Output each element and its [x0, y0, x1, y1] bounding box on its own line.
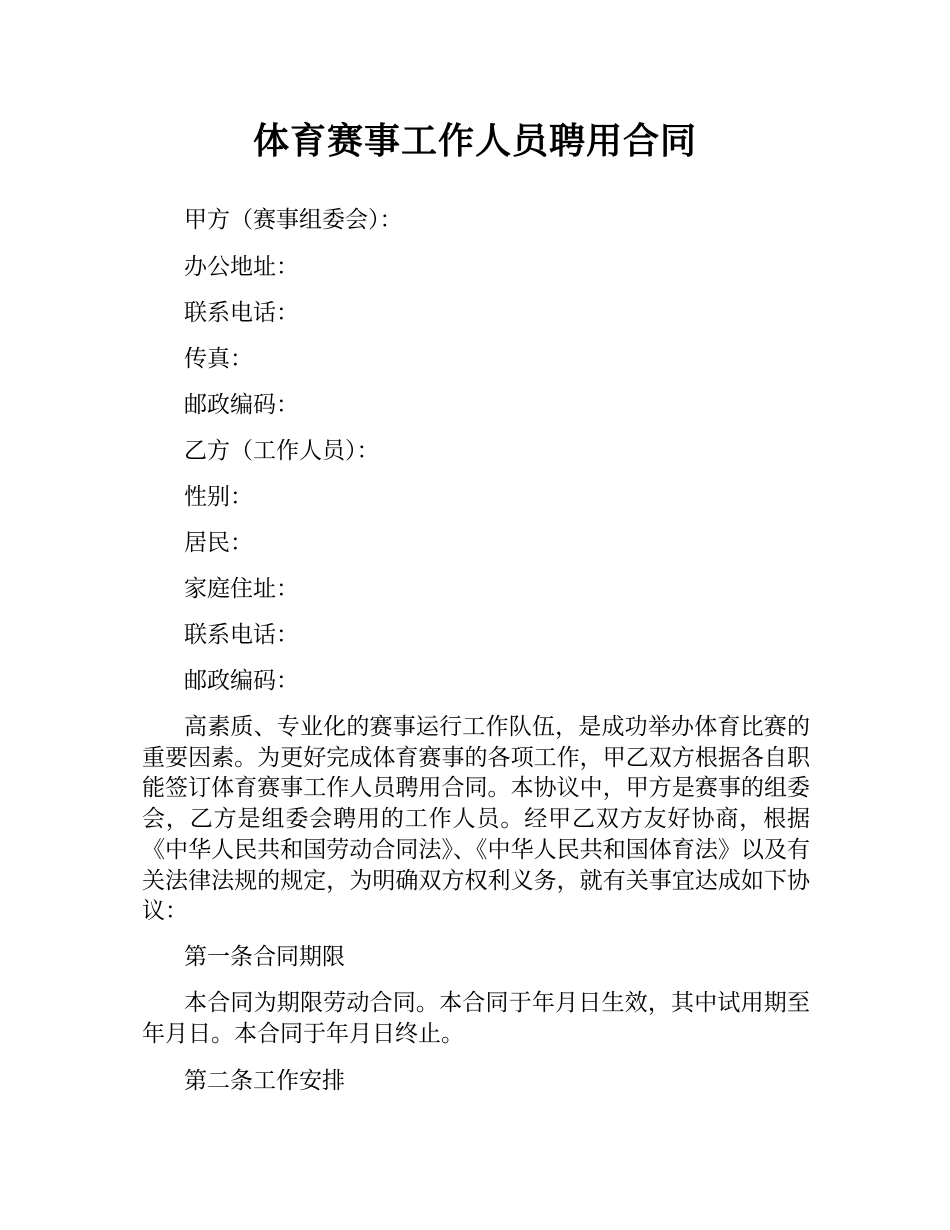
party-b-resident-field: 居民： — [184, 530, 253, 556]
party-b-gender-field: 性别： — [184, 484, 253, 510]
party-a-address-field: 办公地址： — [184, 254, 299, 280]
document-title: 体育赛事工作人员聘用合同 — [252, 121, 697, 162]
article-2-heading: 第二条工作安排 — [184, 1068, 345, 1094]
article-1-body: 本合同为期限劳动合同。本合同于年月日生效，其中试用期至年月日。本合同于年月日终止。 — [142, 990, 810, 1047]
party-b-phone-field: 联系电话： — [184, 622, 299, 648]
article-1-heading: 第一条合同期限 — [184, 944, 345, 970]
party-a-postcode-field: 邮政编码： — [184, 392, 299, 418]
party-b-home-address-field: 家庭住址： — [184, 576, 299, 602]
party-a-phone-field: 联系电话： — [184, 300, 299, 326]
intro-paragraph: 高素质、专业化的赛事运行工作队伍，是成功举办体育比赛的重要因素。为更好完成体育赛事的各项工作，甲乙双方根据各自职能签订体育赛事工作人员聘用合同。本协议中，甲方是赛事的组委会，乙方是组委会聘用的工作人员。经甲乙双方友好协商，根据《中华人民共和国劳动合同法》、《中华人民共和国体育法》以及有关法律法规的规定，为明确双方权利义务，就有关事宜达成如下协议： — [142, 714, 810, 925]
party-b-postcode-field: 邮政编码： — [184, 668, 299, 694]
party-a-fax-field: 传真： — [184, 346, 253, 372]
party-a-label: 甲方（赛事组委会）： — [184, 207, 403, 233]
party-b-label: 乙方（工作人员）： — [184, 438, 380, 464]
